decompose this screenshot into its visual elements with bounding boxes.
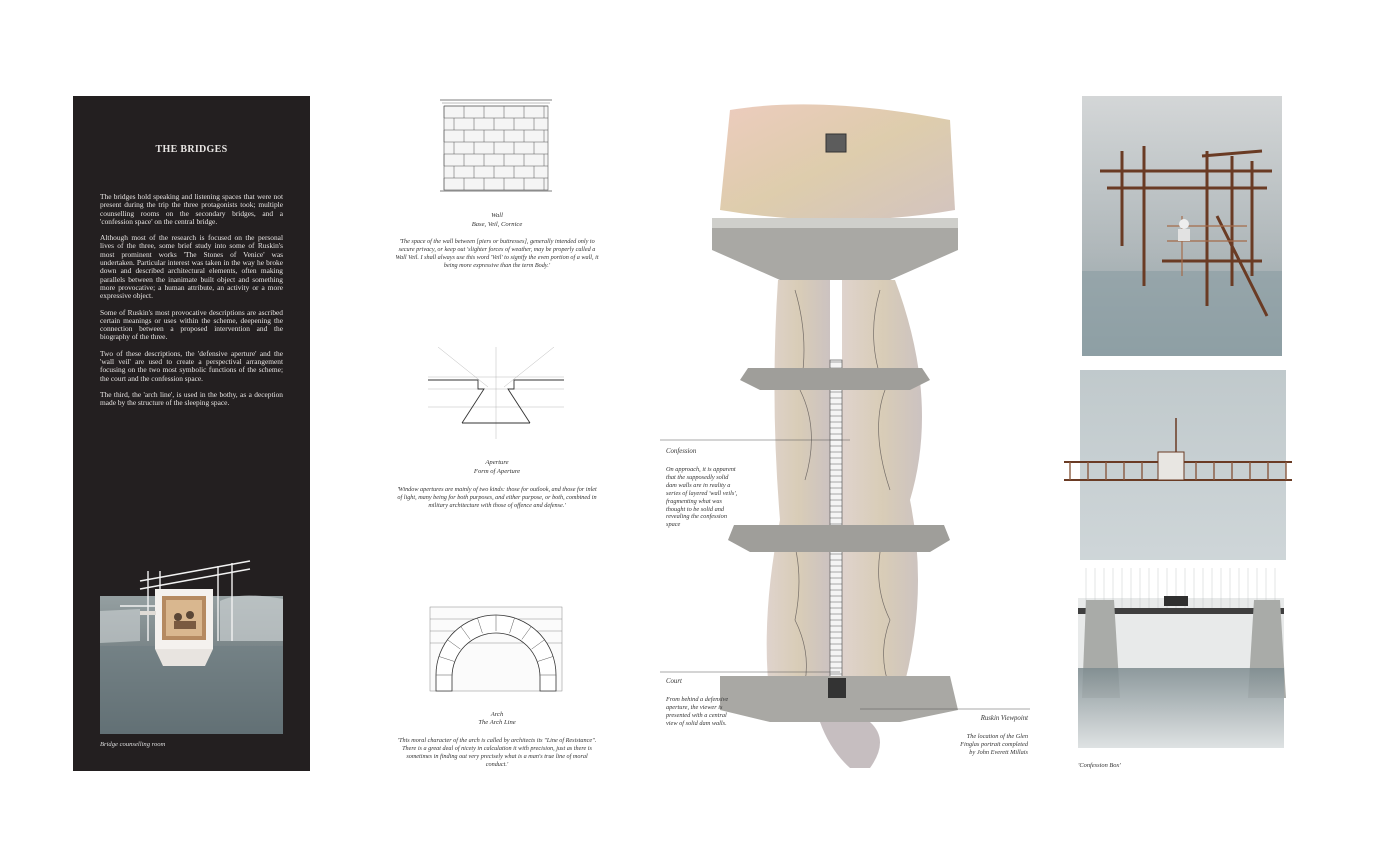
panel-body — [100, 193, 283, 416]
panel-paragraph: The bridges hold speaking and listening spaces that were not present during the trip the three protagonists took; multiple counselling rooms on the secondary bridges, and a 'confession space' on the central bridge. — [100, 192, 283, 226]
aperture-title: Aperture — [485, 459, 509, 466]
confession-box-caption: 'Confession Box' — [1078, 762, 1121, 769]
confession-text: On approach, it is apparent that the supposedly solid dam walls are in reality a series of layered 'wall veils', fragmenting what was thought to be solid and revealing the confession space — [666, 466, 738, 529]
confession-leader-line — [660, 438, 860, 442]
ruskin-leader-line — [860, 707, 1030, 711]
panel-paragraph: Although most of the research is focused on the personal lives of the three, some brief study into some of Ruskin's most prominent works 'The Stones of Venice' was undertaken. Particular interest was taken in the way he broke down and described architectural elements, often making parallels between the inanimate built object and something more provocative; a human attribute, an activity or a more expressive object. — [100, 233, 283, 301]
wall-quote: 'The space of the wall between [piers or buttresses], generally intended only to secure privacy, or keep out 'slighter forces of weather, may be properly called a Wall Veil. I shall always use this word 'Veil' to signify the even portion of a wall, it being more expressive than the term Body.' — [395, 238, 599, 269]
ruskin-text: The location of the Glen Finglas portrait completed by John Everett Millais — [960, 733, 1028, 756]
dam-perspective-section — [700, 100, 970, 768]
aperture-drawing — [428, 347, 564, 439]
confession-box-render — [1082, 96, 1282, 356]
aperture-quote: 'Window apertures are mainly of two kinds: those for outlook, and those for inlet of light, many being for both purposes, and either purpose, or both, combined in military architecture with those of offence and defense.' — [397, 486, 597, 509]
panel-title: THE BRIDGES — [155, 144, 228, 155]
info-panel — [73, 96, 310, 771]
aperture-subtitle: Form of Aperture — [473, 468, 521, 475]
arch-drawing — [428, 605, 564, 693]
arch-title: Arch — [490, 711, 504, 718]
panel-paragraph: Two of these descriptions, the 'defensive aperture' and the 'wall veil' are used to create a perspectival arrangement focusing on the two most symbolic functions of the scheme; the court and the confession space. — [100, 348, 283, 383]
wall-title: Wall — [491, 212, 503, 219]
arch-quote: 'This moral character of the arch is called by architects its "Line of Resistance". There is a great deal of nicety in calculation it with precision, just as there is sometimes in finding out very precisely what is a man's true line of moral conduct.' — [397, 737, 597, 768]
confession-title: Confession — [666, 448, 697, 455]
panel-image-caption: Bridge counselling room — [100, 741, 166, 748]
arch-subtitle: The Arch Line — [478, 719, 516, 726]
court-title: Court — [666, 678, 682, 685]
panel-paragraph: The third, the 'arch line', is used in the bothy, as a deception made by the structure of the sleeping space. — [100, 389, 283, 408]
wall-subtitle: Base, Veil, Cornice — [471, 221, 523, 228]
counselling-room-illustration — [100, 551, 283, 734]
panel-paragraph: Some of Ruskin's most provocative descriptions are ascribed certain meanings or uses within the scheme, deepening the connection between a proposed intervention and the biography of the three. — [100, 307, 283, 342]
court-text: From behind a defensive aperture, the viewer is presented with a central view of solid dam walls. — [666, 696, 729, 727]
ruskin-title: Ruskin Viewpoint — [980, 715, 1028, 722]
confession-box-elevation — [1056, 368, 1294, 756]
court-leader-line — [660, 670, 860, 674]
wall-veil-drawing — [440, 98, 552, 194]
